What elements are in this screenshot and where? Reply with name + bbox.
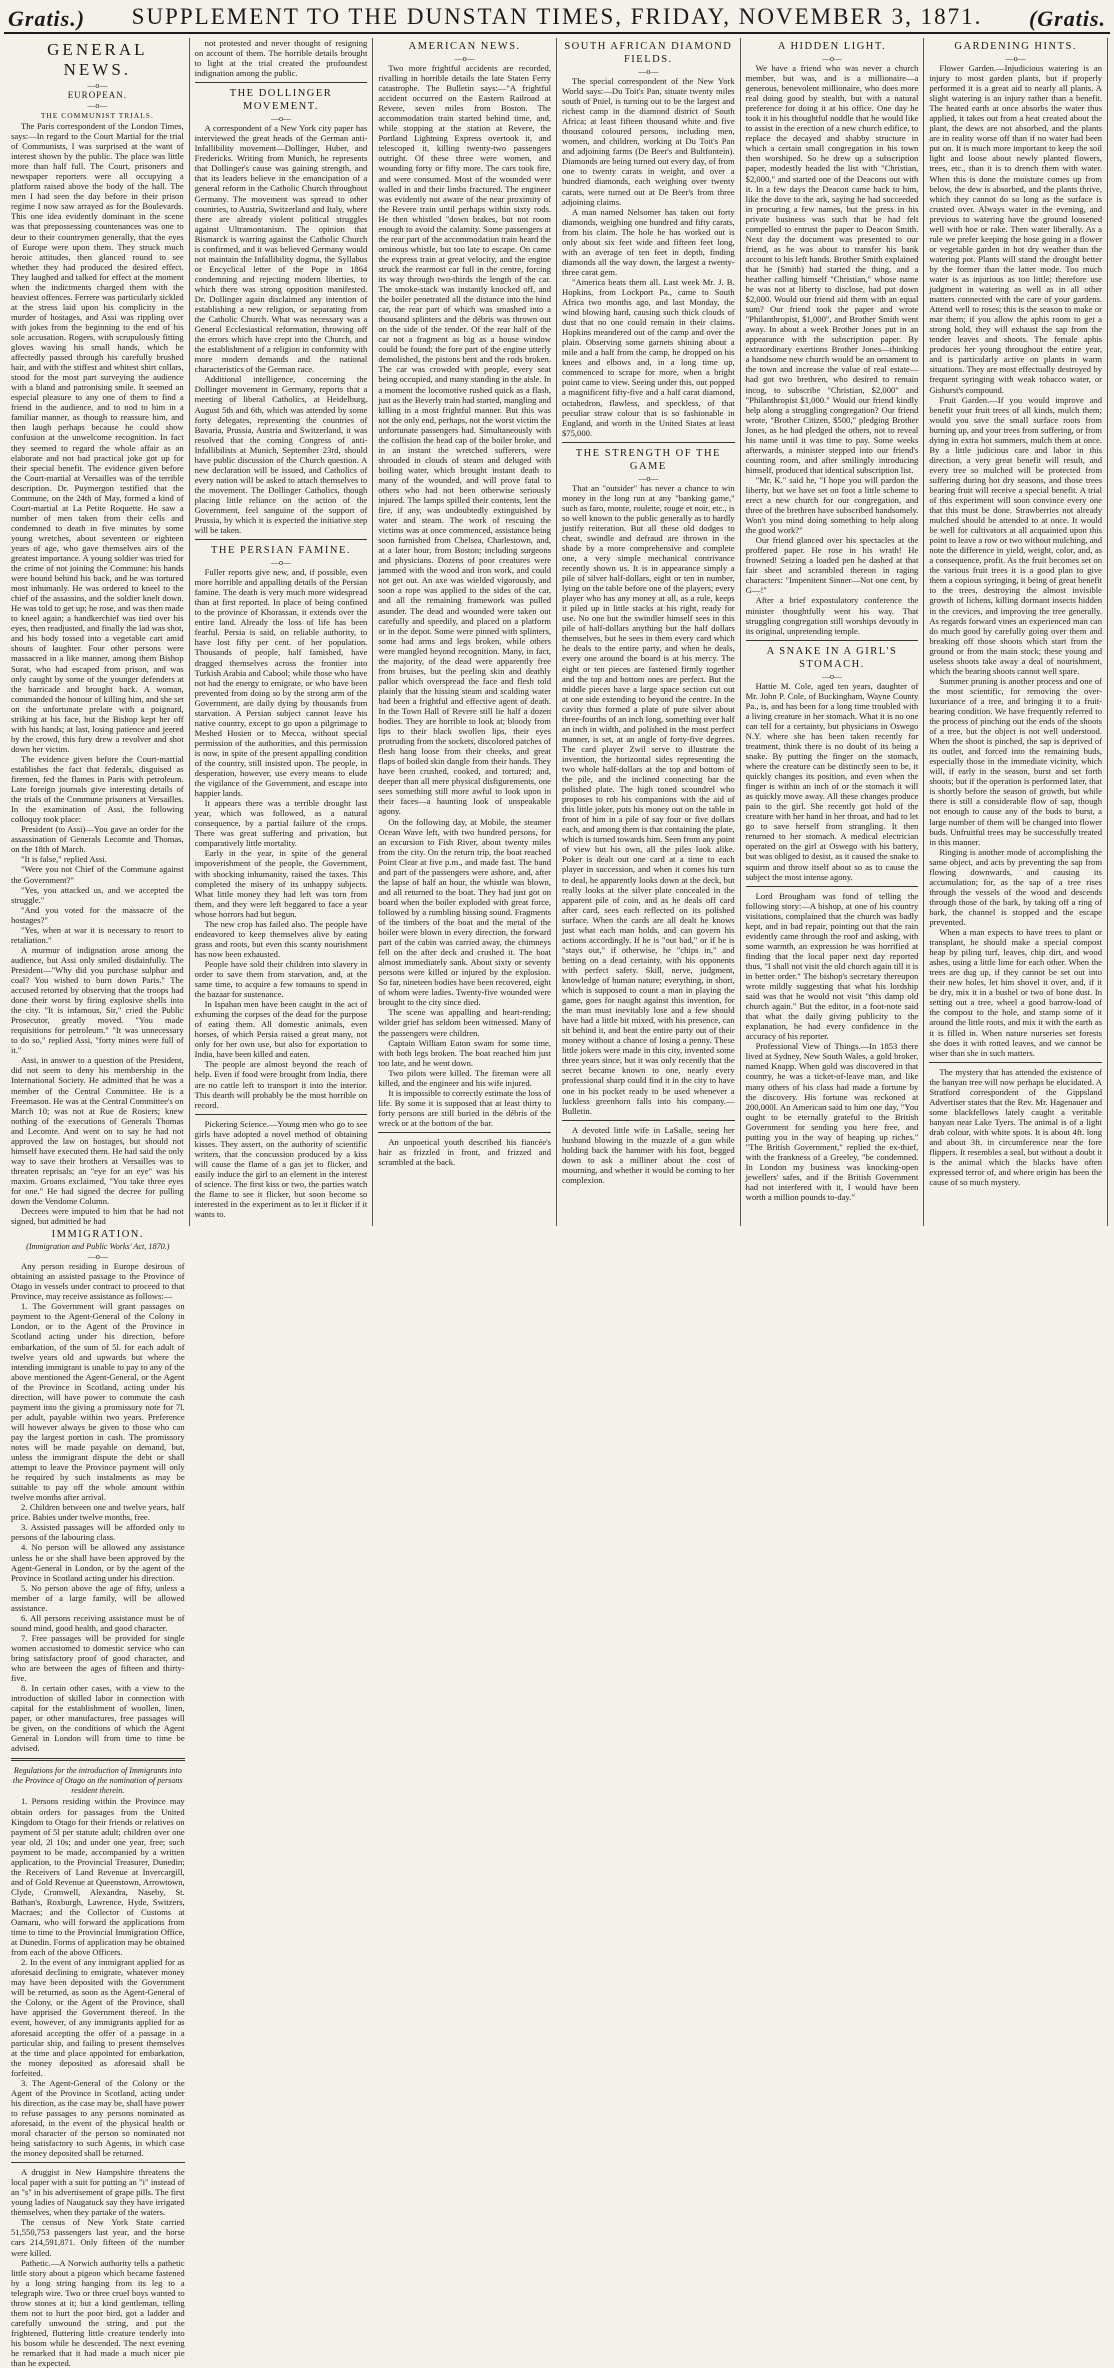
section-heading: GENERAL NEWS. bbox=[47, 40, 148, 79]
article-paragraph: Additional intelligence, concerning the Dollinger movement in Germany, reports that a meeting of liberal Catholics, at Heidelburg, August 5th and 6th, which was attended by some forty delegates, representing the countries of Bavaria, Prussia, Austria and Switzerland, it was resolved that the coming Congress of anti-Infallibilists at Munich, September 23rd, should have public discussion of the Church question. A new declaration will be issued, and Catholics of every nation will be asked to attach themselves to the movement. The Dollinger Catholics, though placing little reliance on the action of the Government, feel sanguine of the support of Prussia, by which it is expected the initiative step will be taken. bbox=[194, 374, 368, 536]
article-heading: A SNAKE IN A GIRL'S STOMACH. bbox=[766, 645, 898, 670]
article-paragraph: Ringing is another mode of accomplishing the same object, and acts by preventing the sap from flowing downwards, and causing its accumulation; for, as the sap of a tree rises through the vessels of the wood and descends through those of the bark, by taking off a ring of bark, the channel is stopped and the escape prevented. bbox=[929, 846, 1102, 927]
article-paragraph: That an "outsider" has never a chance to win money in the long run at any "banking game," such as faro, monte, roulette, rouge et noir, etc., is so well known to the public generally as to hardly justify reiteration. But all these old dodges to cheat, swindle and defraud are thrown in the shade by a more comprehensive and complete one, a very simple mechanical contrivance recently shown us. It is in appearance simply a pile of silver half-dollars, eight or ten in number, lying on the table before one of the players; every player who has any money at all, as a rule, keeps it piled up in little stacks at his right, ready for use. No one but the swindler himself sees in this pile of half-dollars anything but the half dollars themselves, but he sees in them every card which he deals to the entire party, and when he deals, every one around the board is at his mercy. The eight or ten pieces are fastened firmly together and the top and bottom ones are perfect. But the middle pieces have a large space section cut out at one side extending to beyond the centre. In the cavity thus formed a plate of pure silver about three-fourths of an inch long, something over half an inch in width, and polished in the most perfect manner, is set, at an angle of forty-five degrees. The card player Zwil serve to illustrate the invention, the horizontal sides representing the two whole half-dollars at the top and bottom of the pile, and the inclined connecting bar the polished plate. The high toned scoundrel who proposes to rob his companions with the aid of this little joker, puts his money out on the table in front of him in a pile of say four or five dollars each, and among them is that containing the plate, which is turned towards him. Seen from any point of view but his own, all the piles look alike. Poker is dealt out one card at a time to each player in succession, and when it comes his turn to deal, he apparently looks down at the deck, but really looks at the silver plate concealed in the apparent pile of coin, and as he deals off card after card, sees each reflected on its polished surface. When the cards are all dealt he knows just what each man holds, and can govern his actions accordingly. If he is "out bad," or if he is "stays out," if otherwise, he "chips in," and betting on a dead certainty, with his opponents with perfect safety. Skill, nerve, judgment, knowledge of human nature; everything, in short, which is supposed to count a man in playing the game, goes for naught against this invention, for the man must inevitably lose and a few should have had a little bit mixed, with his presence, can sit behind it, and beat the entire party out of their money without a chance of losing a penny. These little jokers were made in this city, invented some three years since, but it was only recently that the secret became known to one, nearly every professional sharp could find it in the city to have one in his pocket ready to be used whenever a luckless greenhorn falls into his company.—Bulletin. bbox=[562, 482, 735, 1116]
article-paragraph: 6. All persons receiving assistance must be of sound mind, good health, and good character. bbox=[11, 1612, 185, 1633]
column-rule bbox=[195, 539, 368, 540]
article-paragraph: "America beats them all. Last week Mr. J. B. Hopkins, from Lockport Pa., came to South Africa two months ago, and last Monday, the wind blowing hard, causing such thick clouds of dust that no one could remain in their claims. Hopkins meandered out of the camp and over the plain. Observing some garnets shining about a mile and a half from the camp, he dropped on his knees and elbows and, in a long time up, commenced to scrape for more, when a bright point came to view. Seeing under this, out popped a magnificent fifty-five and a half carat diamond, octahedron, flawless, and speckless, of that peculiar straw colour that is so fashionable in England, and worth in the United States at least $75,000. bbox=[562, 276, 735, 438]
article-paragraph: Decrees were imputed to him that he had not signed, but admitted he had bbox=[11, 1206, 184, 1227]
masthead-right-label: (Gratis. bbox=[1028, 6, 1106, 31]
article-heading: IMMIGRATION. bbox=[51, 1229, 145, 1241]
article-paragraph: A murmur of indignation arose among the audience, but Assi only smiled disdainfully. The President—"Why did you purchase sulphur and coal? You wished to burn down Paris." The accused retorted by observing that the troops had done their worst by firing explosive shells into the city. "It is infamous, Sir," cried the Public Prosecutor, greatly moved. "You made requisitions for petroleum." "It was unnecessary to do so," replied Assi, "forty mines were full of it." bbox=[11, 944, 184, 1056]
article-paragraph: The new crop has failed also. The people have endeavored to keep themselves alive by eating grass and roots, but even this scanty nourishment has now been exhausted. bbox=[194, 918, 368, 959]
article-paragraph: The scene was appalling and heart-rending; wilder grief has seldom been witnessed. Many of the passengers were children. bbox=[378, 1007, 551, 1038]
article-paragraph: The mystery that has attended the existence of the banyan tree will now perhaps be elucidated. A Stratford correspondent of the Gippsland Advertiser states that the Rev. Mr. Hagenauer and some blackfellows lately caught a veritable banyan near Lake Tyers. The animal is of a light drab colour, with white spots. It is about 4ft. long and about 3ft. in circumference near the fore flippers. It resembles a seal, but without a doubt it is the animal which the blacks have often expressed terror of, and where origin has been the cause of so much mystery. bbox=[929, 1066, 1102, 1188]
article-paragraph: 8. In certain other cases, with a view to the introduction of skilled labor in connection with capital for the establishment of woollen, linen, paper, or other manufactures, free passages will be given, on the conditions of which the Agent General in London will from time to time be advised. bbox=[11, 1683, 185, 1754]
column-rule bbox=[11, 2162, 185, 2163]
article-paragraph: An unpoetical youth described his fiancée's hair as frizzled in front, and frizzed and scrambled at the back. bbox=[378, 1136, 551, 1168]
article-heading: GARDENING HINTS. bbox=[954, 41, 1077, 52]
article-heading: THE PERSIAN FAMINE. bbox=[210, 545, 351, 557]
column-1 bbox=[6, 38, 190, 1226]
article-paragraph: The people are almost beyond the reach of help. Even if food were brought from India, there are no cattle left to transport it into the interior. This dearth will probably be the most horrible on record. bbox=[194, 1059, 368, 1110]
article-paragraph: Fuller reports give new, and, if possible, even more horrible and appalling details of the Persian famine. The death is very much more widespread than at first reported. In place of being confined to the province of Khorassan, it extends over the entire land. Already the loss of life has been fearful. Persia is said, on reliable authority, to have lost fifty per cent. of her population. Thousands of people, half famished, have dragged themselves across the frontier into Turkish Arabia and Cabool; while those who have not had the energy to emigrate, or who have been prevented from doing so by the strong arm of the Government, are daily dying by thousands from starvation. A Persian subject cannot leave his native country, except to go upon a pilgrimage to Meshed Hosien or to Mecca, without special permission of the authorities, and this permission is now, in spite of the present appalling condition of the country, still insisted upon. The people, in desperation, however, use every means to elude the vigilance of the Government, and escape into happier lands. bbox=[194, 567, 368, 799]
column-4 bbox=[557, 38, 741, 1226]
article-paragraph: "Mr. K." said he, "I hope you will pardon the liberty, but we have set on foot a little scheme to erect a new church for our congregation, and three of the brethren have subscribed handsomely. Won't you mind doing something to help along the good work?" bbox=[745, 474, 919, 536]
article-columns bbox=[6, 38, 1108, 2368]
italic-caption: Regulations for the introduction of Immigrants into the Province of Otago on the nomination of persons resident therein. bbox=[12, 1766, 183, 1796]
article-paragraph: 1. The Government will grant passages on payment to the Agent-General of the Colony in London, or to the Agent of the Province in Scotland acting under his direction, before embarkation, of the sum of 5l. for each adult of twelve years old and upwards but where the intending immigrant is unable to pay to any of the above mentioned the Agent-General, or the Agent of the Province in Scotland, acting under his direction, will have power to commute the cash payment into the giving a promissory note for 7l. per adult, payable within two years. Preference will however always be given to those who can pay the largest portion in cash. The promissory notes will be made payable on demand, but, unless the immigrant dispute the debt or shall attempt to leave the Province payment will only be required by such instalments as may be suitable to pay off the whole amount within twelve months after arrival. bbox=[11, 1301, 185, 1503]
article-paragraph: A druggist in New Hampshire threatens the local paper with a suit for putting an "i" instead of an "s" in his advertisement of grape pills. The first young ladies of Naugatuck say they have irrigated themselves, when they partake of the waters. bbox=[11, 2167, 185, 2218]
article-paragraph: Assi, in answer to a question of the President, did not seem to deny his membership in the International Society. He admitted that he was a member of the Central Committee. He is a Freemason. He was at the Central Committee's on March 10; was not at Rue de Rosiers; knew nothing of the executions of Generals Thomas and Lecomte. And went on to say he had not approved the law on hostages, but should not himself have executed them. He had said the only way to save their brothers at Versailles was to threaten reprisals; an "eye for an eye" was his maxim. Groans exclaimed, "You take three eyes for one." He had signed the decree for pulling down the Vendome Column. bbox=[11, 1055, 184, 1207]
article-paragraph: A correspondent of a New York city paper has interviewed the great heads of the German anti-Infallibility movement—Dollinger, Huber, and Fredericks. Writing from Munich, he represents that Dollinger's cause was gaining strength, and that its leaders believe in the emancipation of a general reform in the Catholic Church throughout Germany. The movement was spread to other countries, to Austria, Switzerland and Italy, where there are already violent political struggles against Ultramontanism. The opinion that Bismarck is warring against the Catholic Church is confirmed, and it was believed Germany would not maintain the Infallibility dogma, the Syllabus or Encyclical letter of the Pope in 1864 condemning and rejecting modern liberties, to which there was strong opposition manifested. Dr. Dollinger again disclaimed any intention of establishing a new religion, or separating from the Catholic Church. What was necessary was a General Ecclesiastical reformation, throwing off the errors which have crept into the Church, and the establishment of a religion in conformity with more modern demands and the national characteristics of the German race. bbox=[194, 123, 368, 375]
article-paragraph: Our friend glanced over his spectacles at the proffered paper. He rose in his wrath! He frowned! Seizing a loaded pen he dashed at that fair sheet and scrambled thereon in raging characters: "Impenitent Sinner—Not one cent, by G—!" bbox=[745, 535, 919, 596]
column-rule bbox=[11, 1758, 185, 1761]
article-paragraph: "Were you not Chief of the Commune against the Government?" bbox=[11, 864, 184, 885]
article-heading: AMERICAN NEWS. bbox=[408, 41, 521, 52]
subheading: EUROPEAN. bbox=[67, 90, 127, 100]
article-paragraph: 4. No person will be allowed any assistance unless he or she shall have been approved by the Agent-General in London, or by the agent of the Province in Scotland acting under his direction. bbox=[11, 1542, 185, 1583]
article-paragraph: In Ispahan men have been caught in the act of exhuming the corpses of the dead for the purpose of eating them. All domestic animals, even horses, of which Persia raised a great many, not only for her own use, but also for exportation to India, have been killed and eaten. bbox=[194, 999, 368, 1060]
article-paragraph: Lord Brougham was fond of telling the following story:—A bishop, at one of his country visitations, complained that the church was badly kept, and in bad repair, pointing out that the rain evidently came through the roof and asking, with some warmth, an expression he was horrified at finding that the local paper next day reported thus, "I shall not visit the old church again till it is in better order." The bishop's secretary thereupon wrote mildly suggesting that what his lordship said was that he would not visit "this damp old church again." But the editor, in a foot-note said that what the daily giving publicity to the explanation, he had every confidence in the accuracy of his reporter. bbox=[745, 890, 919, 1042]
column-7 bbox=[6, 1226, 190, 2368]
article-paragraph: People have sold their children into slavery in order to save them from starvation, and, at the same time, to acquire a few tomauns to spend in the bazaar for sustenance. bbox=[194, 958, 368, 1000]
italic-caption: (Immigration and Public Works' Act, 1870.) bbox=[26, 1242, 170, 1252]
article-paragraph: "Yes, you attacked us, and we accepted the struggle." bbox=[11, 884, 184, 905]
article-paragraph: 3. Assisted passages will be afforded only to persons of the labouring class. bbox=[11, 1522, 185, 1543]
article-paragraph: 7. Free passages will be provided for single women accustomed to domestic service who can bring satisfactory proof of good character, and who are between the ages of fifteen and thirty-five. bbox=[11, 1632, 185, 1684]
column-rule bbox=[195, 1114, 368, 1115]
ornament-divider: —o— bbox=[1005, 54, 1026, 63]
masthead bbox=[4, 2, 1110, 34]
article-paragraph: Summer pruning is another process and one of the most scientific, for removing the over-luxuriance of a tree, and bringing it to a fruit-bearing condition. We have frequently referred to the process of pinching out the ends of the shoots of a tree, but the object is not well understood. When the shoot is pinched, the sap is deprived of its outlet, and forced into the remaining buds, especially those in the immediate vicinity, which will, if early in the season, burst and set forth shoots; but if the operation is performed later, that is shortly before the season of growth, but while there is still a considerable flow of sap, though not enough to cause any of the buds to burst, a large number of them will be changed into flower buds. Unfruitful trees may be successfully treated in this manner. bbox=[929, 675, 1102, 847]
ornament-divider: —o— bbox=[87, 1252, 108, 1262]
article-paragraph: Pathetic.—A Norwich authority tells a pathetic little story about a pigeon which became fastened by a long string hanging from its leg to a telegraph wire. Two or three cruel boys wanted to throw stones at it; but a kind gentleman, telling them not to hurt the poor bird, got a ladder and carefully unwound the string, and put the frightened, fluttering little creature tenderly into his bosom while he descended. The next evening he remarked that it had made a much nicer pie than he expected. bbox=[11, 2257, 185, 2368]
article-paragraph: Fruit Garden.—If you would improve and benefit your fruit trees of all kinds, mulch them; would you save the small surface roots from burning up, and your trees from suffering, or from dying in extra hot summers, mulch them at once. By a little judicious care and labor in this direction, a very great benefit will result, and every tree so mulched will be protected from suffering during hot dry seasons, and those trees bearing fruit will receive a special benefit. A trial of this experiment will soon convince every one that this must be done. Strawberries not already mulched should be attended to at once. It would be well for cultivators at all acquainted upon this point to leave a row or two without mulching, and note the difference in yield, weight, color, and, as a consequence, profit. As the fruit becomes set on the various fruit trees it is a good plan to give them a copious syringing, it being of great benefit to the trees, destroying the almost invisible growth of lichens, killing dormant insects hidden in the crevices, and improving the tree generally. As regards forward vines an experienced man can do much good by carefully going over them and breaking off those shoots which start from the ground or from the main stock; these young and useless shoots take away a deal of nourishment, which the bearing shoots cannot well spare. bbox=[929, 394, 1102, 676]
ornament-divider: —o— bbox=[87, 81, 108, 90]
masthead-title: SUPPLEMENT TO THE DUNSTAN TIMES, FRIDAY, NOVEMBER 3, 1871. bbox=[131, 4, 983, 29]
column-6 bbox=[924, 38, 1108, 1226]
ornament-divider: —o— bbox=[638, 473, 659, 483]
article-paragraph: Two more frightful accidents are recorded, rivalling in horrible details the late Staten Ferry catastrophe. The Bulletin says:—"A frightful accident occurred on the Eastern Railroad at Revere, seven miles from Boston. The accommodation train started behind time, and, while stopping at the station at Revere, the Portland Lightning Express overtook it, and telescoped it, killing twenty-two passengers outright. Of these three were women, and wounding forty or fifty more. The cars took fire, and were consumed. Most of the wounded were walled in and their limbs fractured. The engineer was evidently not aware of the near proximity of the Revere train until perhaps within sixty rods. He then whistled "down brakes, but not room enough to avoid the calamity. Some passengers at the rear part of the accommodation train heard the ominous whistle, but too late to escape. On came the express train at great velocity, and the engine struck the rearmost car full in the centre, forcing its way through two-thirds the length of the car. The smoke-stack was instantly knocked off, and the boiler penetrated all the distance into the hind car, the rear part of which was smashed into a thousand splinters and the débris was thrown out on the side of the tender. Of the rear half of the car not a fragment as big as a house window could be found; the fore part of the engine utterly demolished, the pistons bent and the rods broken. The car was crowded with people, every seat being occupied, and many standing in the aisle. In a moment the locomotive rushed quick as a flash, just as the Beverly train had started, mangling and killing in a most frightful manner. But this was not the only end, perhaps, not the worst victim the unfortunate passengers had. Simultaneously with the collision the head cap of the boiler broke, and in an instant the wretched sufferers, were shrouded in clouds of steam and deluged with boiling water, which brought instant death to many of the wounded, and will prove fatal to others who had not been otherwise seriously injured. The lamps spilled their contents, lent the fire, if any, was undoubtedly extinguished by water and steam. The work of rescuing the victims was at once commenced, assistance being soon furnished from Chelsea, Charlestown, and, at a later hour, from Boston; including surgeons and physicians. Dozens of poor creatures were jammed with the wood and iron work, and could not get out. An axe was wielded vigorously, and soon a rope was applied to the sides of the car, and all the remaining framework was pulled asunder. The dead and wounded were taken out carefully and speedily, and placed on a platform or in the depot. Some were pinned with splinters, some had arms and legs broken, while others were mangled beyond recognition. Many, in fact, the majority, of the dead were apparently free from bruises, but the peeling skin and deathly pallor which overspread the face and flesh told plainly that the hissing steam and scalding water had been a frightful and effective agent of death. In the Town Hall of Revere still lie half a dozen bodies. They are horrible to look at; bloody from lips to their black swollen lips, their eyes protruding from the sockets, discolored patches of flesh hang loose from their cheeks, and great flaps of boiled skin dangle from their hands. They have been crushed, cooked, and tortured; and, deeper than all mere physical disfigurements, one sees something still more awful to look upon in their faces—a haunting look of unspeakable agony. bbox=[378, 63, 551, 817]
column-5 bbox=[741, 38, 925, 1226]
article-paragraph: Hattie M. Cole, aged ten years, daughter of Mr. John P. Cole, of Buckingham, Wayne County Pa., is, and has been for a long time troubled with a living creature in her stomach. What it is no one can tell for a certainty, but physicians in Oswego N.Y. where she has been taken recently for treatment, think there is no doubt of its being a snake. By putting the finger on the stomach, where the creature can be distinctly seen to be, it quickly changes its position, and even when the finger is within an inch of or the stomach it will as quickly move away. All these changes produce pain to the girl. She recently got hold of the creature with her hand in her throat, and had to let go to save herself from strangling. It then returned to her stomach. A medical electrician operated on the girl at Oswego with his battery, but was obliged to desist, as it caused the snake to squirm and throw itself about so as to cause the subject the most intense agony. bbox=[745, 680, 919, 882]
column-rule bbox=[562, 442, 735, 443]
article-paragraph: The census of New York State carried 51,550,753 passengers last year, and the horse cars 214,591,871. Only fifteen of the number were killed. bbox=[11, 2217, 185, 2258]
column-3 bbox=[373, 38, 557, 1226]
article-paragraph: Two pilots were killed. The fireman were all killed, and the engineer and his wife injured. bbox=[378, 1067, 551, 1088]
ornament-divider: —o— bbox=[454, 54, 475, 63]
article-paragraph: not protested and never thought of resigning on account of them. The horrible details brought to light at the trial created the profoundest indignation among the public. bbox=[194, 38, 368, 79]
article-heading: A HIDDEN LIGHT. bbox=[777, 41, 887, 52]
article-heading: THE STRENGTH OF THE GAME bbox=[575, 447, 721, 472]
article-paragraph: 5. No person above the age of fifty, unless a member of a large family, will be allowed assistance. bbox=[11, 1582, 185, 1613]
article-paragraph: "It is false," replied Assi. bbox=[21, 854, 107, 865]
column-rule bbox=[746, 640, 919, 641]
article-paragraph: The special correspondent of the New York World says:—Du Toit's Pan, situate twenty miles south of Pniel, is turning out to be the largest and richest camp in the diamond district of South Africa; at least fifteen thousand white and five thousand coloured persons, including men, women, and children, working at Du Toit's Pan and adjoining farms (De Beer's and Bultfontein). Diamonds are being turned out every day, of from one to twenty carats in weight, and over a hundred diamonds, each weighing over twenty carats, were turned out at De Beer's from three adjoining claims. bbox=[562, 76, 735, 207]
column-rule bbox=[562, 1120, 735, 1121]
article-paragraph: It is impossible to correctly estimate the loss of life. By some it is supposed that at least thirty to forty persons are still buried in the débris of the wreck or at the bottom of the bar. bbox=[378, 1087, 551, 1128]
article-paragraph: Early in the year, in spite of the general impoverishment of the people, the Government, with shocking inhumanity, raised the taxes. This completed the misery of its unhappy subjects. What little money they had left was torn from them, and they were left beggared to face a year whose horrors had but begun. bbox=[194, 848, 368, 919]
ornament-divider: —o— bbox=[821, 671, 842, 681]
article-paragraph: The evidence given before the Court-martial establishes the fact that federals, disguised as firemen, fed the flames in Paris with petroleum. Late foreign journals give interesting details of the trials of the Commune prisoners at Versailles. In the examination of Assi, the following colloquy took place: bbox=[11, 753, 184, 825]
column-rule bbox=[929, 1062, 1102, 1063]
article-paragraph: Any person residing in Europe desirous of obtaining an assisted passage to the Province of Otago in vessels under contract to proceed to that Province, may receive assistance as follows:— bbox=[11, 1261, 185, 1302]
column-rule bbox=[746, 886, 919, 887]
ornament-divider: —o— bbox=[821, 54, 842, 63]
subheading: THE COMMUNIST TRIALS. bbox=[40, 111, 154, 120]
article-paragraph: Professional View of Things.—In 1853 there lived at Sydney, New South Wales, a gold broker, named Knapp. When gold was discovered in that country, he was a ticket-of-leave man, and like many others of his class had made a fortune by the discovery. His fortune was reckoned at 200,000l. An American said to him one day, "You ought to be eternally grateful to the British Government for sending you here free, and putting you in the way of heaping up riches." "The British Government," replied the ex-thief, with the frankness of a Greeley, "be condemned. In London my business was knocking-open jewellers' safes, and if the British Government had not interfered with it, I would have been worth a million pounds to-day." bbox=[745, 1041, 919, 1203]
article-paragraph: "And you voted for the massacre of the hostages?" bbox=[11, 904, 184, 925]
article-paragraph: 2. Children between one and twelve years, half price. Babies under twelve months, free. bbox=[11, 1502, 185, 1523]
ornament-divider: —o— bbox=[270, 558, 291, 568]
article-paragraph: We have a friend who was never a church member, but was, and is a millionaire—a generous, benevolent millionaire, who does more real doing good by stealth, but with a natural preference for doing it at his office. One day he took it in his thoughtful noddle that he would like to assist in the erection of a new church edifice, to replace the decayed and shabby structure in which a certain small congregation in his town then worshiped. So he drew up a subscription paper, modestly headed the list with "Christian, $2,000," and started one of the Deacons out with it. In a few days the Deacon came back to him, like the dove to the ark, saying he had succeeded in procuring a few names, but the press in his private business was such that he had felt compelled to entrust the paper to Deacon Smith. Next day the document was presented to our friend, as he was about to transfer his bank account to his left hands. Brother Smith explained that he (Smith) had started the thing, and a heather calling himself "Christian," whose name he was not at liberty to disclose, had put down $2,000. Would our friend aid them with an equal sum? Our friend took the paper and wrote "Philanthropist, $1,000", and Brother Smith went away. In about a week Brother Jones put in an appearance with the subscription paper. By extraordinary exertions Brother Jones—thinking a handsome new church would be an ornament to the town and increase the value of real estate—had got two brethren, who desired to remain incog, to subscribe "Christian, $2,000" and "Philanthropist $1,000." Would our friend kindly help along a struggling congregation? Our friend wrote, "Brother Citizen, $500," pledging Brother Jones, as he had pledged the others, not to reveal his name until it was time to pay. Some weeks afterwards, a minister stepped into our friend's counting room, and after smilingly introducing himself, produced that identical subscription list. bbox=[745, 63, 919, 475]
article-paragraph: A man named Nelsomer has taken out forty diamonds, weighing one hundred and fifty carats, from his claim. The hole he has worked out is only about six feet wide and fifteen feet long, with an average of ten feet in depth, finding diamonds all the way down, the largest a twenty-three carat gem. bbox=[562, 206, 735, 277]
article-paragraph: 2. In the event of any immigrant applied for as aforesaid declining to emigrate, whatever money may have been deposited with the Government will be returned, as soon as the Agent-General of the Colony, or the Agent of the Province, shall have apprised the Government thereof. In the event, however, of any immigrants applied for as aforesaid accepting the offer of a passage in a particular ship, and failing to present themselves at the time and place appointed for embarkation, the money deposited as aforesaid shall be forfeited. bbox=[11, 1957, 185, 2078]
column-2 bbox=[190, 38, 374, 1226]
article-paragraph: Captain William Eaton swam for some time, with both legs broken. The boat reached him just too late, and he went down. bbox=[378, 1037, 551, 1068]
ornament-divider: —o— bbox=[638, 67, 659, 76]
article-paragraph: When a man expects to have trees to plant or transplant, he should make a special compost heap by piling turf, leaves, chip dirt, and wood ashes, using a little lime for each other. When the trees are dug up, if they cannot be set out into their new holes, let him shovel it over, and, if it be dry, mix it in a bushel or two of bone dust. In setting out a tree, wheel a good barrow-load of the compost to the hole, and stamp some of it around the little roots, and mix it with the earth as it is filled in. When nature nurseries set forests she does it with rotted leaves, and we cannot be wiser than she in such matters. bbox=[929, 927, 1102, 1058]
article-paragraph: A devoted little wife in LaSalle, seeing her husband blowing in the muzzle of a gun while holding back the hammer with his foot, begged down to ask a milliner about the cost of mourning, and whether it would be coming to her complexion. bbox=[562, 1124, 735, 1185]
article-paragraph: Pickering Science.—Young men who go to see girls have adopted a novel method of obtaining kisses. They assert, on the authority of scientific writers, that the concussion produced by a kiss will cause the flame of a gas jet to flicker, and easily induce the girl to an element in the interest of science. The first kiss or two, the parties watch the flame to see it flicker, but soon become so interested in the experiment as to let it flicker if it wants to. bbox=[194, 1118, 368, 1220]
article-paragraph: The Paris correspondent of the London Times, says:—In regard to the Court Martial for the trial of Communists, I was surprised at the want of interest shown by the public. The place was little more than half full. The Court, prisoners and newspaper reporters were all occupying a platform raised above the body of the hall. The men I had seen the day before in their prison regime I now saw arrayed as for the Boulevards. This one idea evidently dominant in the scene was that prepossessing countenances was one to deur to their countrymen generally, that the eyes of Europe were upon them. They struck much heroic attitudes, then glanced round to see whether they had produced the desired effect. They laughed and talked for effect at the moment when the indictments charged them with the heaviest offences. Ferrere was particularly sickled at the stress laid upon his complicity in the murder of hostages, and Assi was rippling over with jokes from the beginning to the end of his sole accusation. Rogers, with scrupulously fitting gloves waving his small hands, which he affectedly passed through his carefully brushed hair, and with the stiffest and whitest shirt collars, stood for the most part surveying the audience with a bland and patronising smile. It seemed an especial pleasure to any one of them to find a friend in the audience, and to nod to him in a familiar manner, as though to reassure him, and then laugh perhaps because he could show confusion at the unwelcome recognition. In fact they seemed to regard the whole affair as an elaborate and not bad practical joke got up for their special benefit. The evidence given before the Court-martial at Versailles was of the terrible description. Dr. Puymergon testified that the Commune, on the 24th of May, formed a kind of Court-martial at La Petite Roquette. He saw a number of men taken from their cells and condemned to death in five minutes by some young wretches, about seventeen or eighteen years of age, who gave themselves airs of the greatest importance. A young soldier was tried for the crime of not joining the Commune: his hands were bound behind his back, and he was tortured most inhumanly. He was ordered to kneel to the chief of the assassins, and the soldier knelt down. He was told to get up; he rose, and was then made to kneel again; a handkerchief was tied over his eyes, then readjusted, and finally the lad was shot, and his body tossed into a vegetable cart amid shouts of laughter. Four other persons were massacred in a like manner, among them Bishop Surat, who had escaped from prison, and was only caught by some of the younger defenders at the barricade and brought back. A woman, commanded the honour of killing him, and she set on the unfortunate prelate with a poignard, striking at his face, but the Bishop kept her off with his hands; at last, losing patience and jeered by the crowd, this fury drew a revolver and shot down her victim. bbox=[11, 121, 184, 754]
ornament-divider: —o— bbox=[87, 101, 108, 110]
article-paragraph: It appears there was a terrible drought last year, which was followed, as a natural consequence, by a partial failure of the crops. There was great suffering and privation, but comparatively little mortality. bbox=[194, 798, 368, 849]
article-paragraph: On the following day, at Mobile, the steamer Ocean Wave left, with two hundred persons, for an excursion to Fish River, about twenty miles from the city. On the return trip, the boat reached Point Clear at five p.m., and made fast. The band and part of the passengers were ashore, and, after the lapse of half an hour, the whistle was blown, and all returned to the boat. They had just got on board when the boiler exploded with great force, followed by a rumbling hissing sound. Fragments of the timbers of the boat and the metal of the boiler were blown in every direction, the forward part of the cabin was carried away, the chimneys fell on the after deck and crushed it. The boat almost immediately sank. About sixty or seventy persons were killed or injured by the explosion. So far, nineteen bodies have been recovered, eight of whom were ladies. Twenty-five wounded were brought to the city since died. bbox=[378, 816, 551, 1008]
article-paragraph: 3. The Agent-General of the Colony or the Agent of the Province in Scotland, acting under his direction, as the case may be, shall have power to refuse passages to any persons nominated as aforesaid, in the event of the physical health or moral character of the person so nominated not being satisfactory to such Agents, in which case the money deposited shall be returned. bbox=[11, 2077, 185, 2159]
masthead-left-label: Gratis.) bbox=[8, 6, 86, 31]
article-paragraph: Flower Garden.—Injudicious watering is an injury to most garden plants, but if properly performed it is a great aid to nearly all plants. A slight watering is an injury rather than a benefit. The heated earth at once absorbs the water thus applied, it takes out from a heat created about the plant, the dews are not absorbed, and the plants are in reality worse off than if no water had been put on. It is much more important to keep the soil light and loose about newly planted flowers, trees, etc., than it is to drench them with water. When this is done the moisture comes up from below, the dew is absorbed, and the plants thrive, which they cannot do so long as the surface is crusted over. Always water in the evening, and previous to watering have the ground loosened well with hoe or rake. Then water liberally. As a rule we prefer keeping the hose going in a flower or vegetable garden in hot dry weather than the watering pot. Plants will stand the drought better by the former than the latter mode. Too much water is as injurious as too little; therefore use judgment in watering as well as in all other matters connected with the care of your gardens. Attend well to roses; this is the season to make or mar them; if you allow the aphis room to get a strong hold, they will exhaust the sap from the tender leaves and shoots. The female aphis produces her young throughout the entire year, and is particularly active on plants in warm situations. They are most effectually destroyed by frequent syringing with weak tobacco water, or Gishurst's compound. bbox=[929, 63, 1102, 395]
column-rule bbox=[195, 82, 368, 83]
article-paragraph: "Yes, when at war it is necessary to resort to retaliation." bbox=[11, 924, 184, 945]
article-paragraph: 1. Persons residing within the Province may obtain orders for passages from the United Kingdom to Otago for their friends or relatives on payment of 5l per statute adult; children over one year old, 2l 10s; and under one year, free; such payment to be made, accompanied by a written application, to the Provincial Treasurer, Dunedin; the Receivers of Land Revenue at Invercargill, and of Gold Revenue at Queenstown, Arrowtown, Clyde, Cromwell, Alexandra, Naseby, St. Bathan's, Roxburgh, Lawrence, Hyde, Switzers, Macraes; and the Collector of Customs at Oamaru, who will forward the applications from time to time to the Provincial Immigration Office, at Dunedin. Forms of application may be obtained from each of the above Officers. bbox=[11, 1796, 185, 1958]
article-paragraph: President (to Assi)—You gave an order for the assassination of Generals Lecomte and Thomas, on the 18th of March. bbox=[11, 824, 184, 855]
column-rule bbox=[378, 1132, 551, 1133]
ornament-divider: —o— bbox=[270, 114, 291, 124]
article-heading: SOUTH AFRICAN DIAMOND FIELDS. bbox=[564, 41, 733, 65]
article-heading: THE DOLLINGER MOVEMENT. bbox=[229, 88, 333, 113]
article-paragraph: After a brief expostulatory conference the minister thoughtfully went his way. That struggling congregation still worships devoutly in its original, unpretending temple. bbox=[745, 595, 919, 636]
